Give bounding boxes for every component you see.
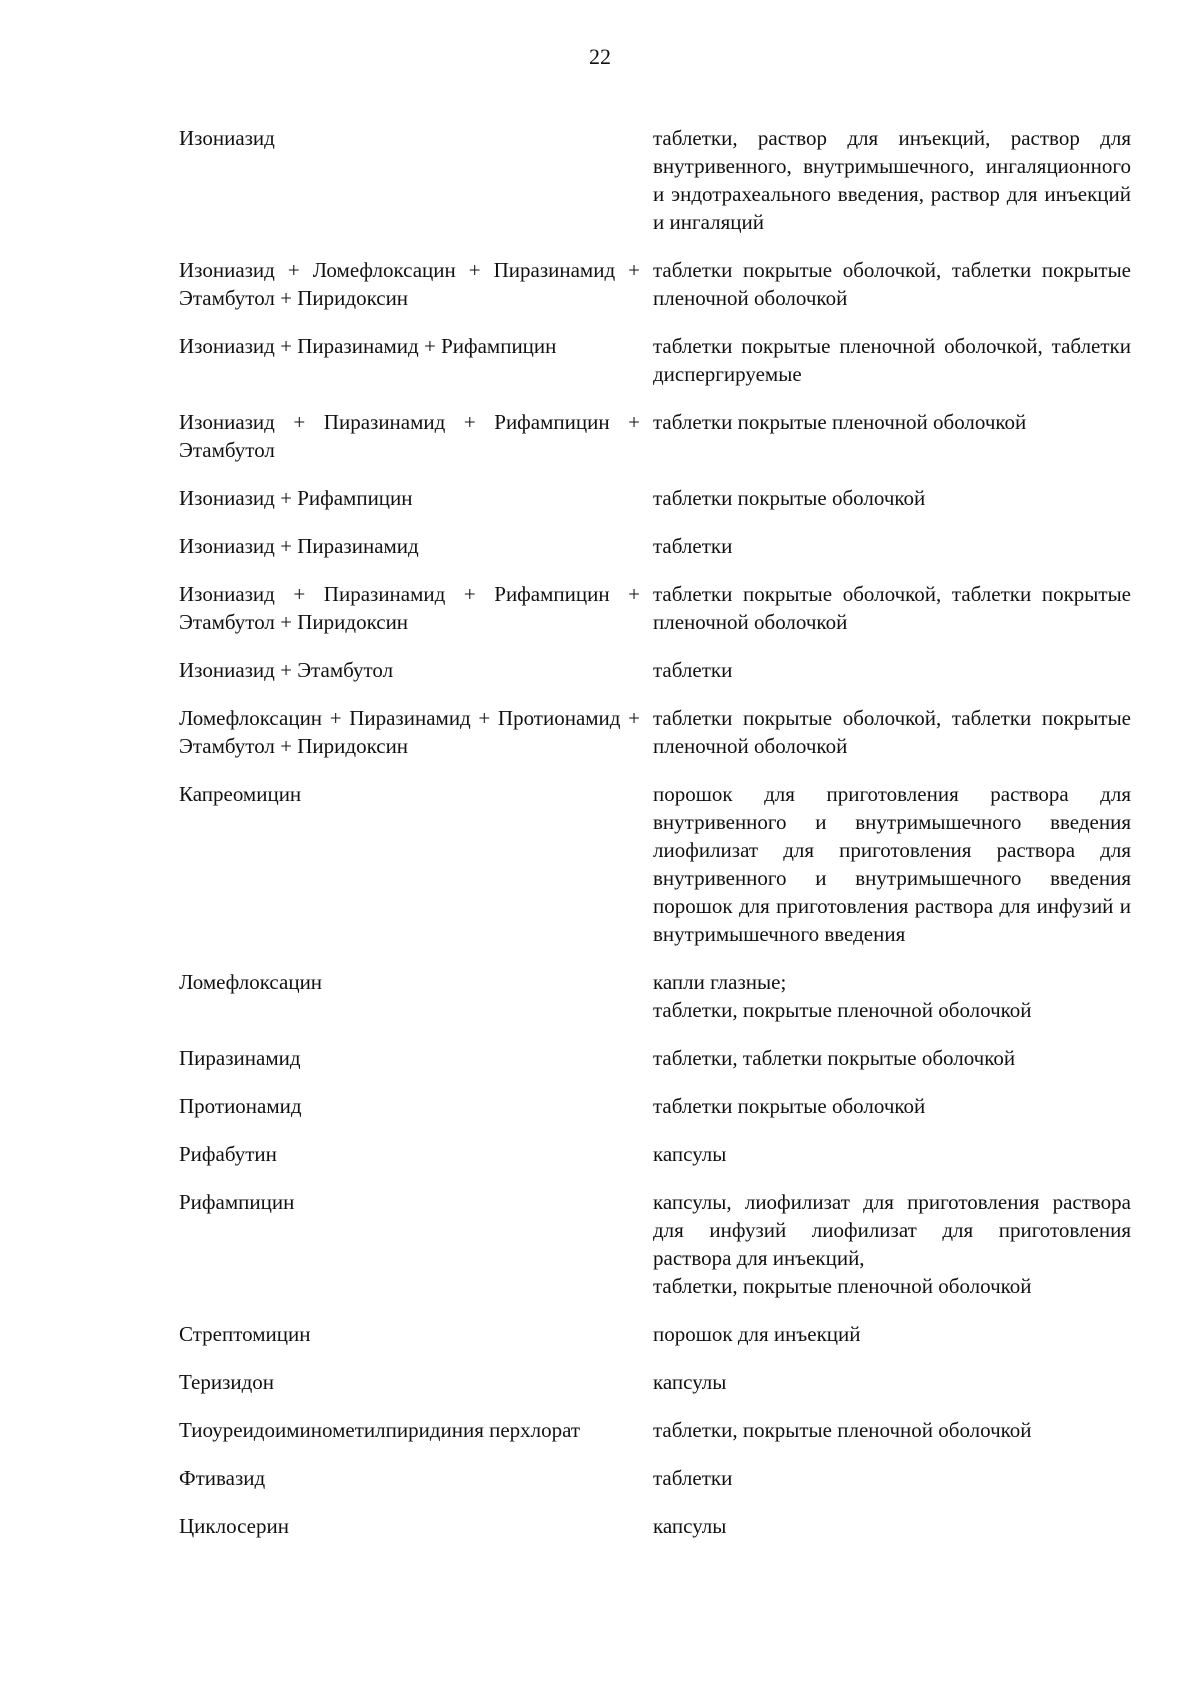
table-row xyxy=(179,704,1131,760)
dosage-form: капсулы, лиофилизат для приготовления раствора для инфузий лиофилизат для приготовления раствора для инъекций, таблетки, покрытые пленочной оболочкой xyxy=(653,1190,1131,1298)
dosage-form: капли глазные; таблетки, покрытые пленочной оболочкой xyxy=(653,970,1032,1022)
drug-name: Стрептомицин xyxy=(179,1322,311,1346)
drug-name: Изониазид + Рифампицин xyxy=(179,486,413,510)
drug-name: Изониазид + Пиразинамид xyxy=(179,534,419,558)
table-row xyxy=(179,124,1131,236)
table-row xyxy=(179,1092,1131,1120)
drug-name: Изониазид xyxy=(179,126,275,150)
dosage-form: таблетки xyxy=(653,658,733,682)
table-row xyxy=(179,532,1131,560)
drug-name: Пиразинамид xyxy=(179,1046,301,1070)
table-row xyxy=(179,780,1131,948)
drug-table xyxy=(179,124,1131,1560)
page-number: 22 xyxy=(589,44,611,69)
drug-name: Капреомицин xyxy=(179,782,302,806)
dosage-form: капсулы xyxy=(653,1370,727,1394)
drug-name: Изониазид + Пиразинамид + Рифампицин xyxy=(179,334,557,358)
table-row xyxy=(179,656,1131,684)
drug-name: Тиоуреидоиминометилпиридиния перхлорат xyxy=(179,1418,581,1442)
table-row xyxy=(179,1512,1131,1540)
table-row xyxy=(179,1368,1131,1396)
drug-name: Рифампицин xyxy=(179,1190,295,1214)
drug-name: Изониазид + Пиразинамид + Рифампицин + Этамбутол + Пиридоксин xyxy=(179,582,640,634)
drug-name: Циклосерин xyxy=(179,1514,289,1538)
table-row xyxy=(179,968,1131,1024)
dosage-form: порошок для приготовления раствора для внутривенного и внутримышечного введения лиофилизат для приготовления раствора для внутривенного и внутримышечного введения порошок для приготовления раствора для инфузий и внутримышечного введения xyxy=(653,782,1131,946)
table-row xyxy=(179,1416,1131,1444)
dosage-form: таблетки покрытые оболочкой xyxy=(653,1094,926,1118)
table-row xyxy=(179,1140,1131,1168)
dosage-form: таблетки xyxy=(653,534,733,558)
table-row xyxy=(179,1044,1131,1072)
dosage-form: капсулы xyxy=(653,1142,727,1166)
drug-name: Ломефлоксацин xyxy=(179,970,323,994)
dosage-form: таблетки покрытые пленочной оболочкой xyxy=(653,410,1027,434)
drug-name: Теризидон xyxy=(179,1370,275,1394)
drug-name: Фтивазид xyxy=(179,1466,266,1490)
dosage-form: таблетки, раствор для инъекций, раствор для внутривенного, внутримышечного, ингаляционного и эндотрахеального введения, раствор для инъекций и ингаляций xyxy=(653,126,1131,234)
drug-name: Изониазид + Этамбутол xyxy=(179,658,394,682)
table-row xyxy=(179,332,1131,388)
dosage-form: таблетки покрытые пленочной оболочкой, таблетки диспергируемые xyxy=(653,334,1131,386)
table-row xyxy=(179,1464,1131,1492)
dosage-form: порошок для инъекций xyxy=(653,1322,861,1346)
dosage-form: таблетки покрытые оболочкой, таблетки покрытые пленочной оболочкой xyxy=(653,706,1131,758)
table-row xyxy=(179,256,1131,312)
drug-name: Рифабутин xyxy=(179,1142,277,1166)
dosage-form: капсулы xyxy=(653,1514,727,1538)
dosage-form: таблетки покрытые оболочкой, таблетки покрытые пленочной оболочкой xyxy=(653,582,1131,634)
dosage-form: таблетки покрытые оболочкой xyxy=(653,486,926,510)
drug-name: Изониазид + Пиразинамид + Рифампицин + Этамбутол xyxy=(179,410,640,462)
table-row xyxy=(179,1320,1131,1348)
table-row xyxy=(179,580,1131,636)
table-row xyxy=(179,484,1131,512)
dosage-form: таблетки, таблетки покрытые оболочкой xyxy=(653,1046,1016,1070)
drug-name: Ломефлоксацин + Пиразинамид + Протионамид + Этамбутол + Пиридоксин xyxy=(179,706,640,758)
dosage-form: таблетки xyxy=(653,1466,733,1490)
drug-name: Протионамид xyxy=(179,1094,302,1118)
table-row xyxy=(179,1188,1131,1300)
dosage-form: таблетки покрытые оболочкой, таблетки покрытые пленочной оболочкой xyxy=(653,258,1131,310)
drug-name: Изониазид + Ломефлоксацин + Пиразинамид + Этамбутол + Пиридоксин xyxy=(179,258,640,310)
dosage-form: таблетки, покрытые пленочной оболочкой xyxy=(653,1418,1032,1442)
table-row xyxy=(179,408,1131,464)
